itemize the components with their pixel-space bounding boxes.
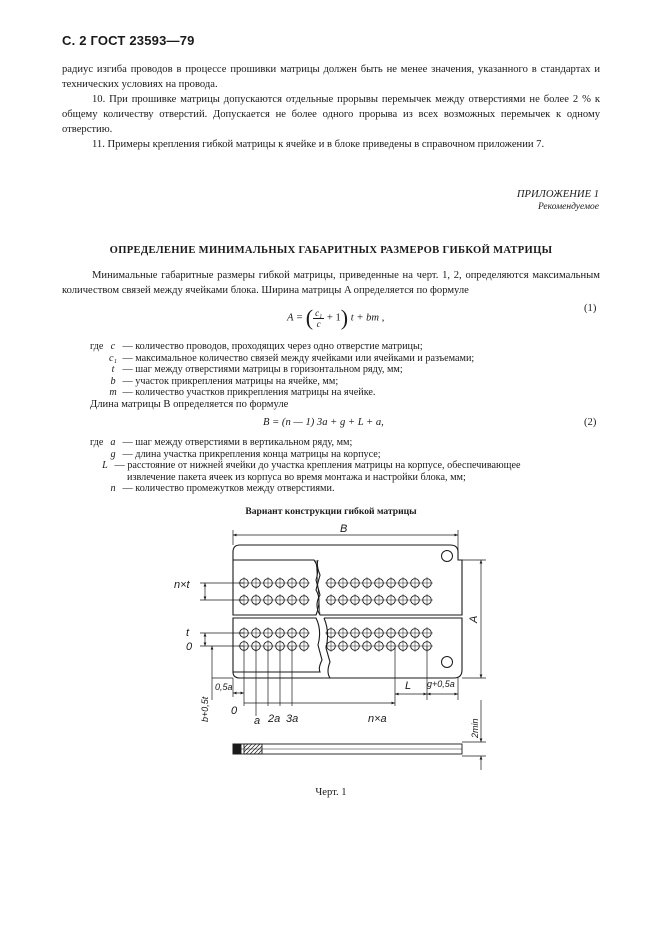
formula1-tail: t + bm , bbox=[350, 312, 385, 324]
paragraph-10: 10. При прошивке матрицы допускаются отдельные прорывы перемычек между отверстиями не более 2 % к общему количеству отверстий. Допускается не более одного прорыва из всех возможных перемычек к одному отверстию. bbox=[62, 94, 600, 135]
def-row-n: n — количество промежутков между отверстиями. bbox=[110, 483, 335, 495]
figure-title: Вариант конструкции гибкой матрицы bbox=[245, 506, 417, 517]
matrix-outline-bottom bbox=[233, 618, 322, 672]
mount-hole-top bbox=[442, 551, 453, 562]
label-g-half-a: g+0,5a bbox=[427, 679, 455, 689]
label-B: B bbox=[340, 523, 348, 535]
section-title: ОПРЕДЕЛЕНИЕ МИНИМАЛЬНЫХ ГАБАРИТНЫХ РАЗМЕРОВ ГИБКОЙ МАТРИЦЫ bbox=[109, 245, 553, 256]
def-row-c: где c — количество проводов, проходящих через одно отверстие матрицы; bbox=[90, 341, 423, 352]
matrix-outline-top-left bbox=[233, 560, 320, 615]
def-row-t: t — шаг между отверстиями матрицы в горизонтальном ряду, мм; bbox=[111, 364, 403, 376]
page-header: С. 2 ГОСТ 23593—79 bbox=[62, 33, 195, 48]
formula1-plus-one: + 1 bbox=[326, 312, 341, 324]
fraction-numerator: c₁ bbox=[315, 307, 323, 318]
figure-caption: Черт. 1 bbox=[315, 787, 347, 798]
def-row-L: L — расстояние от нижней ячейки до участка крепления матрицы на корпусе, обеспечивающее bbox=[102, 460, 521, 472]
label-nt: n×t bbox=[174, 579, 190, 591]
label-2a: 2a bbox=[268, 713, 281, 725]
equation-number-1: (1) bbox=[584, 303, 597, 314]
formula1-lhs: A = bbox=[287, 312, 304, 324]
side-view bbox=[233, 744, 462, 754]
label-zero-bottom: 0 bbox=[231, 705, 238, 717]
fraction-denominator: c bbox=[316, 318, 321, 329]
label-b-half-t: b+0,5t bbox=[200, 696, 210, 722]
paragraph-continuation: радиус изгиба проводов в процессе прошивки матрицы должен быть не менее значения, указанного в стандартах и технических условиях на провода. bbox=[62, 64, 600, 90]
label-t: t bbox=[186, 627, 190, 639]
equation-number-2: (2) bbox=[584, 417, 597, 428]
close-paren: ) bbox=[340, 305, 349, 330]
label-a: a bbox=[254, 715, 261, 727]
matrix-outline-bottom-right bbox=[233, 618, 462, 678]
def-row-c1: c₁ — максимальное количество связей между ячейками или ячейками и разъемами; bbox=[108, 352, 475, 364]
length-intro: Длина матрицы B определяется по формуле bbox=[90, 399, 289, 410]
def-row-g: g — длина участка прикрепления конца матрицы на корпусе; bbox=[110, 448, 381, 460]
label-half-a: 0,5a bbox=[215, 682, 233, 692]
def-row-a: где a — шаг между отверстиями в вертикальном ряду, мм; bbox=[90, 437, 353, 448]
def-row-b: b — участок прикрепления матрицы на ячейке, мм; bbox=[110, 375, 339, 387]
section-intro-paragraph: Минимальные габаритные размеры гибкой матрицы, приведенные на черт. 1, 2, определяются максимальным количеством связей между ячейками блока. Ширина матрицы A определяется по формуле bbox=[62, 270, 600, 296]
def-row-L-cont: извлечение пакета ячеек из корпуса во время монтажа и настройки блока, мм; bbox=[127, 471, 466, 483]
appendix-title: ПРИЛОЖЕНИЕ 1 bbox=[516, 189, 599, 200]
label-2min: 2min bbox=[470, 718, 480, 738]
open-paren: ( bbox=[305, 305, 314, 330]
formula-length: B = (n — 1) 3a + g + L + a, bbox=[263, 417, 384, 428]
label-na: n×a bbox=[368, 713, 387, 725]
label-3a: 3a bbox=[286, 713, 299, 725]
label-zero-left: 0 bbox=[186, 641, 193, 653]
paragraph-11: 11. Примеры крепления гибкой матрицы к ячейке и в блоке приведены в справочном приложении 7. bbox=[92, 139, 545, 150]
label-L: L bbox=[405, 680, 412, 692]
label-A: A bbox=[468, 615, 480, 623]
appendix-note: Рекомендуемое bbox=[537, 202, 599, 212]
def-row-m: m — количество участков прикрепления матрицы на ячейке. bbox=[109, 387, 376, 399]
mount-hole-bottom bbox=[442, 657, 453, 668]
